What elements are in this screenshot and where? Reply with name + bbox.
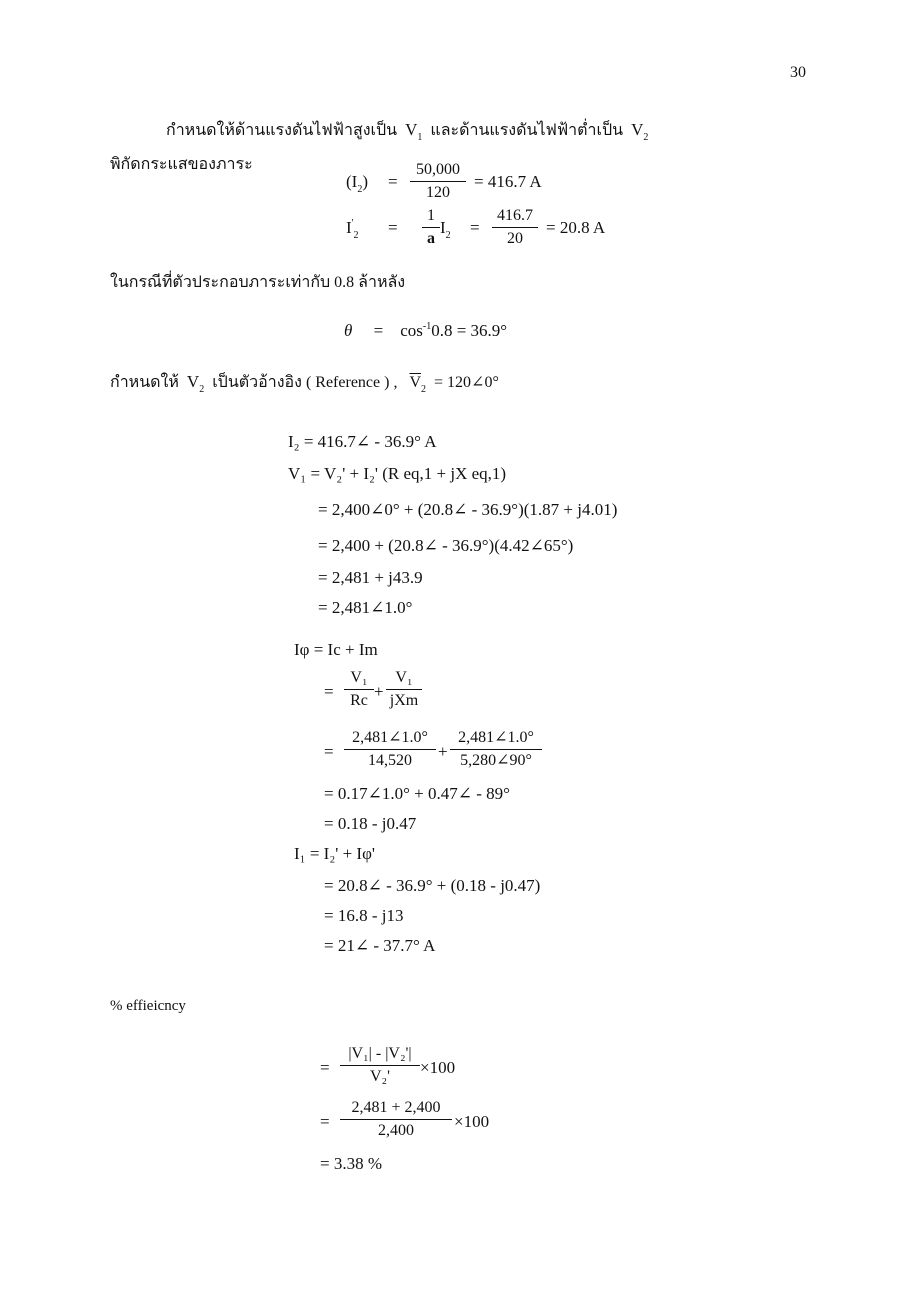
i1-line-e: = 21∠ - 37.7° A (324, 936, 436, 955)
iphi-frac-2b: 2,481∠1.0° 5,280∠90° (450, 728, 542, 771)
i1-line: I₁ = I₂' + Iφ' (294, 844, 375, 863)
v2-symbol: $V_2$ (631, 120, 649, 143)
load-current-result: = 416.7 A (474, 172, 542, 191)
load-current-label: พิกัดกระแสของภาระ (110, 156, 253, 173)
eff-eq-sign-2: = (320, 1112, 330, 1131)
page-number: 30 (790, 64, 806, 81)
intro-line (166, 118, 648, 143)
iphi-line: Iφ = Ic + Im (294, 640, 378, 659)
iphi-eq-sign-2: = (324, 742, 334, 761)
calc1-line-2: = 2,400∠0° + (20.8∠ - 36.9°)(1.87 + j4.01) (318, 500, 618, 519)
eff-result: = 3.38 % (320, 1154, 382, 1173)
calc1-line-3: = 2,400 + (20.8∠ - 36.9°)(4.42∠65°) (318, 536, 574, 555)
referred-current-frac1: 1 a (422, 206, 440, 249)
v1-symbol: $V_1$ (405, 120, 423, 143)
iphi-frac-2a: 2,481∠1.0° 14,520 (344, 728, 436, 771)
referred-current-frac2: 416.7 20 (492, 206, 538, 249)
intro-text-a: กำหนดให้ด้านแรงดันไฟฟ้าสูงเป็น (166, 122, 398, 139)
referred-current-result: = 20.8 A (546, 218, 606, 237)
iphi-line-a: = 0.17∠1.0° + 0.47∠ - 89° (324, 784, 510, 803)
iphi-plus-2: + (438, 742, 448, 761)
referred-current-lhs: $I'_2$ (346, 218, 359, 241)
iphi-frac-1b: V₁ jXm (386, 668, 422, 711)
eff-frac-2: 2,481 + 2,400 2,400 (340, 1098, 452, 1141)
efficiency-label: % effieicncy (110, 998, 186, 1014)
reference-line: กำหนดให้ $V_2$ เป็นตัวอ้างอิง ( Reference ) , $\overline{V}_2$ = 120∠0° (110, 372, 499, 395)
pf-case-text: ในกรณีที่ตัวประกอบภาระเท่ากับ 0.8 ล้าหลัง (110, 274, 406, 291)
calc1-line-1: V₁ = V₂' + I₂' (R eq,1 + jX eq,1) (288, 464, 507, 483)
eff-times-1: ×100 (420, 1058, 456, 1077)
iphi-frac-1a: V₁ Rc (344, 668, 374, 711)
i1-line-c: = 20.8∠ - 36.9° + (0.18 - j0.47) (324, 876, 541, 895)
iphi-eq-sign-1: = (324, 682, 334, 701)
eff-times-2: ×100 (454, 1112, 490, 1131)
iphi-plus-1: + (374, 682, 384, 701)
i1-line-d: = 16.8 - j13 (324, 906, 404, 925)
eff-frac-1: |V₁| - |V₂'| V₂' (340, 1044, 420, 1087)
theta-line: θ = $\cos^{-1}0.8 = 36.9^\circ$ (344, 321, 508, 340)
referred-current-eq: = (388, 218, 398, 237)
intro-text-b: และด้านแรงดันไฟฟ้าต่ำเป็น (430, 122, 624, 139)
referred-current-eq2: = (470, 218, 480, 237)
calc1-line-0: I₂ = 416.7∠ - 36.9° A (288, 432, 437, 451)
calc1-line-5: = 2,481∠1.0° (318, 598, 413, 617)
iphi-line-b: = 0.18 - j0.47 (324, 814, 417, 833)
load-current-eq: = (388, 172, 398, 191)
load-current-fraction: 50,000 120 (410, 160, 466, 203)
calc1-line-4: = 2,481 + j43.9 (318, 568, 423, 587)
load-current-lhs: $(I_2)$ (346, 172, 368, 195)
eff-eq-sign-1: = (320, 1058, 330, 1077)
referred-current-frac-after: $I_2$ (440, 218, 451, 241)
